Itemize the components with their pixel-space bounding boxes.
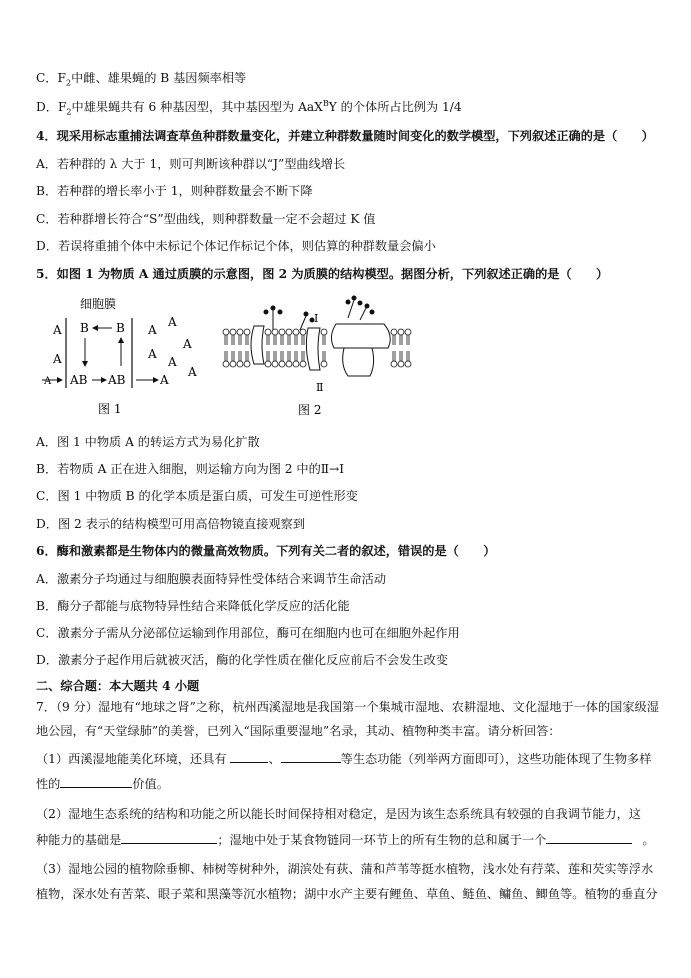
- option-3c-prev: C．$F_2$中雌、雄果蝇的 B 基因频率相等: [36, 71, 247, 88]
- answer-blank-1[interactable]: [230, 751, 268, 763]
- fig1-A-in-6: A: [188, 365, 197, 379]
- question-7-part-3: （3）湿地公园的植物除垂柳、柿树等树种外，湖滨处有荻、蒲和芦苇等挺水植物，浅水处有荇菜、莲和芡实等浮水: [36, 862, 654, 876]
- option-4d: D．若误将重捕个体中未标记个体记作标记个体，则估算的种群数量会偏小: [36, 239, 436, 253]
- option-5c: C．图 1 中物质 B 的化学本质是蛋白质，可发生可逆性形变: [36, 489, 358, 503]
- option-4a: A．若种群的 λ 大于 1，则可判断该种群以“J”型曲线增长: [36, 157, 346, 171]
- fig1-caption: 图 1: [98, 402, 122, 416]
- fig1-title: 细胞膜: [80, 297, 117, 311]
- question-7-part-1-cont: 性的 价值。: [36, 777, 169, 791]
- option-6d: D．激素分子起作用后就被灭活，酶的化学性质在催化反应前后不会发生改变: [36, 653, 448, 667]
- answer-blank-3[interactable]: [60, 776, 132, 788]
- question-7-part-3-cont: 植物，深水处有苦菜、眼子菜和黑藻等沉水植物；湖中水产主要有鲤鱼、草鱼、鲢鱼、鳙鱼、鲫鱼等。植物的垂直分: [36, 887, 658, 901]
- fig1-AB-left: AB: [70, 373, 88, 387]
- answer-blank-4[interactable]: [121, 832, 217, 844]
- option-4b: B．若种群的增长率小于 1，则种群数量会不断下降: [36, 184, 313, 198]
- answer-blank-2[interactable]: [281, 751, 341, 763]
- question-7-part-2-cont: 种能力的基础是 ；湿地中处于某食物链同一环节上的所有生物的总和属于一个 。: [36, 833, 655, 847]
- fig1-A-in-5: A: [183, 337, 192, 351]
- option-5d: D．图 2 表示的结构模型可用高倍物镜直接观察到: [36, 517, 306, 531]
- question-5: 5．如图 1 为物质 A 通过质膜的示意图，图 2 为质膜的结构模型。据图分析，下列叙述正确的是（ ）: [36, 267, 609, 281]
- fig1-AB-right: AB: [108, 373, 126, 387]
- fig1-A-in-4: A: [168, 355, 177, 369]
- fig1-A-in-2: A: [168, 315, 177, 329]
- fig1-A-left-mid: A: [53, 352, 62, 366]
- question-7-line-1: 7．（9 分）湿地有“地球之肾”之称，杭州西溪湿地是我国第一个集城市湿地、农耕湿地、文化湿地于一体的国家级湿: [36, 700, 659, 714]
- option-4c: C．若种群增长符合“S”型曲线，则种群数量一定不会超过 K 值: [36, 212, 376, 226]
- option-6b: B．酶分子都能与底物特异性结合来降低化学反应的活化能: [36, 599, 350, 613]
- fig2-caption: 图 2: [298, 403, 322, 417]
- fig1-A-in-1: A: [148, 323, 157, 337]
- option-6c: C．激素分子需从分泌部位运输到作用部位，酶可在细胞内也可在细胞外起作用: [36, 626, 460, 640]
- answer-blank-5[interactable]: [546, 832, 632, 844]
- question-7-line-2: 地公园，有“天堂绿肺”的美誉，已列入“国际重要湿地”名录，其动、植物种类丰富。请分析回答：: [36, 724, 561, 738]
- option-5b: B．若物质 A 正在进入细胞，则运输方向为图 2 中的Ⅱ→Ⅰ: [36, 462, 345, 476]
- fig1-B-right: B: [116, 321, 125, 335]
- fig1-A-left-top: A: [53, 323, 62, 337]
- figure-2-fluid-mosaic-model: [218, 290, 418, 418]
- question-6: 6．酶和激素都是生物体内的微量高效物质。下列有关二者的叙述，错误的是（ ）: [36, 544, 496, 558]
- question-4: 4．现采用标志重捕法调查草鱼种群数量变化，并建立种群数量随时间变化的数学模型，下列叙述正确的是（ ）: [36, 129, 654, 143]
- option-6a: A．激素分子均通过与细胞膜表面特异性受体结合来调节生命活动: [36, 572, 387, 586]
- fig1-B-left: B: [80, 321, 89, 335]
- figure-1-membrane-diagram: [40, 296, 210, 416]
- fig1-A-outside-bottom: A: [44, 376, 52, 387]
- fig1-A-in-3: A: [148, 347, 157, 361]
- option-5a: A．图 1 中物质 A 的转运方式为易化扩散: [36, 435, 260, 449]
- fig2-label-I: Ⅰ: [314, 312, 319, 325]
- question-7-part-2: （2）湿地生态系统的结构和功能之所以能长时间保持相对稳定，是因为该生态系统具有较强的自我调节能力，这: [36, 807, 641, 821]
- question-7-part-1: （1）西溪湿地能美化环境，还具有 、 等生态功能（列举两方面即可），这些功能体现了生物多样: [36, 752, 652, 766]
- fig2-label-II: Ⅱ: [316, 381, 324, 394]
- fig1-A-right-bottom: A: [160, 373, 169, 387]
- option-3d-prev: D．$F_2$中雄果蝇共有 6 种基因型，其中基因型为 AaX$^B$Y 的个体所占比例为 1/4: [36, 98, 462, 117]
- section-2-heading: 二、综合题：本大题共 4 小题: [36, 679, 200, 693]
